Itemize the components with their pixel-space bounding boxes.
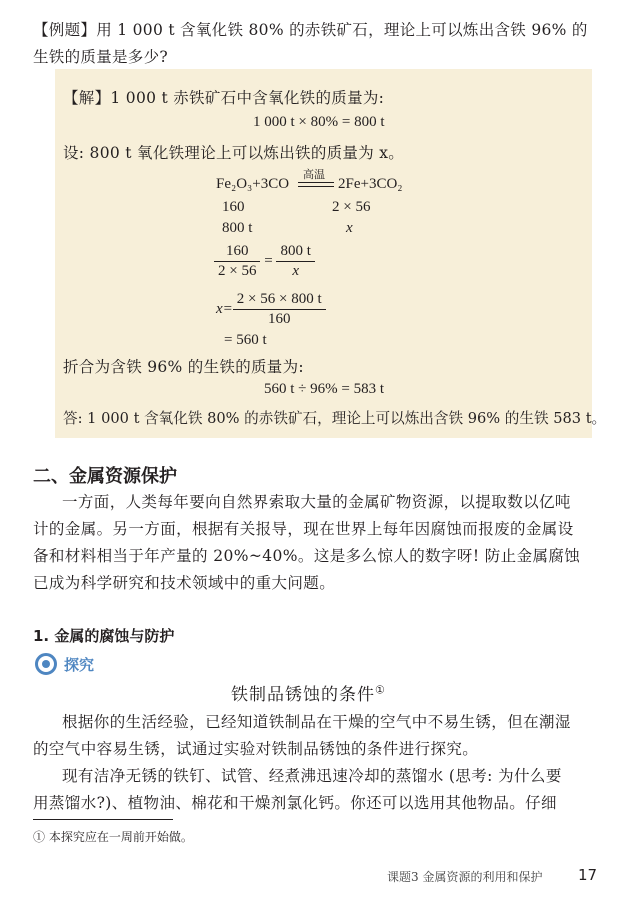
subsection-title: 1. 金属的腐蚀与防护 (33, 627, 175, 645)
example-line-2: 生铁的质量是多少? (33, 48, 169, 66)
convert-text: 折合为含铁 96% 的生铁的质量为: (63, 358, 304, 376)
mass-ratio-right-top: 2 × 56 (332, 199, 371, 215)
x-fraction (233, 290, 326, 329)
proportion (214, 242, 315, 281)
proportion-right-fraction (276, 242, 314, 281)
equation-condition: 高温 (303, 168, 325, 181)
proportion-equals: = (264, 252, 273, 269)
equation-arrow-top (298, 182, 334, 183)
example-text-1: 用 1 000 t 含氧化铁 80% 的赤铁矿石，理论上可以炼出含铁 96% 的 (96, 21, 588, 39)
explore-icon (35, 653, 57, 675)
explore-paragraph-line-2: 的空气中容易生锈，试通过实验对铁制品锈蚀的条件进行探究。 (33, 740, 479, 758)
footer-chapter: 课题3 金属资源的利用和保护 (387, 870, 543, 884)
section-paragraph-line-4: 已成为科学研究和技术领域中的重大问题。 (33, 574, 336, 592)
explore-paragraph-line-3: 现有洁净无锈的铁钉、试管、经煮沸迅速冷却的蒸馏水 (思考: 为什么要 (62, 767, 562, 785)
x-label: x= (216, 300, 233, 317)
proportion-left-denominator: 2 × 56 (218, 263, 257, 279)
solution-intro-text: 1 000 t 赤铁矿石中含氧化铁的质量为: (110, 89, 385, 107)
calc-pig-iron: 560 t ÷ 96% = 583 t (264, 381, 385, 397)
explore-paragraph-line-4: 用蒸馏水?)、植物油、棉花和干燥剂氯化钙。你还可以选用其他物品。仔细 (33, 794, 557, 812)
x-numerator: 2 × 56 × 800 t (233, 290, 326, 310)
solution-tag: 【解】 (63, 89, 111, 107)
proportion-right-denominator: x (292, 263, 299, 279)
equation-left: Fe₂O₃+3CO (216, 176, 290, 192)
mass-ratio-right-bottom: x (346, 220, 353, 236)
explore-title-footnote-ref: ① (375, 683, 386, 697)
mass-ratio-left-top: 160 (222, 199, 245, 215)
proportion-left-numerator: 160 (214, 242, 260, 262)
example-line-1 (33, 18, 588, 40)
example-tag: 【例题】 (33, 21, 97, 39)
solution-intro (63, 86, 384, 108)
equation-right: 2Fe+3CO₂ (338, 176, 403, 192)
x-denominator: 160 (267, 311, 291, 327)
proportion-right-numerator: 800 t (276, 242, 314, 262)
explore-paragraph-line-1: 根据你的生活经验，已经知道铁制品在干燥的空气中不易生锈，但在潮湿 (62, 713, 571, 731)
explore-label: 探究 (64, 656, 95, 674)
section-paragraph-line-2: 计的金属。另一方面，根据有关报导，现在世界上每年因腐蚀而报废的金属设 (33, 520, 574, 538)
explore-title (231, 680, 386, 705)
explore-title-text: 铁制品锈蚀的条件 (231, 685, 375, 705)
section-paragraph-line-3: 备和材料相当于年产量的 20%~40%。这是多么惊人的数字呀! 防止金属腐蚀 (33, 547, 581, 565)
mass-ratio-left-bottom: 800 t (222, 220, 253, 236)
set-variable: 设: 800 t 氧化铁理论上可以炼出铁的质量为 x。 (63, 144, 405, 162)
section-paragraph-line-1: 一方面，人类每年要向自然界索取大量的金属矿物资源，以提取数以亿吨 (62, 493, 571, 511)
solve-x (216, 290, 326, 329)
answer-text: 答: 1 000 t 含氧化铁 80% 的赤铁矿石，理论上可以炼出含铁 96% 的生铁 583 t。 (63, 410, 607, 427)
footnote-divider (33, 819, 173, 820)
equation-arrow-bottom (298, 186, 334, 187)
x-result: = 560 t (224, 332, 267, 348)
page-number: 17 (578, 866, 598, 884)
footnote: ① 本探究应在一周前开始做。 (33, 830, 193, 844)
proportion-left-fraction (214, 242, 260, 281)
calc-mass-oxide: 1 000 t × 80% = 800 t (253, 114, 385, 130)
section-title: 二、金属资源保护 (33, 466, 177, 487)
